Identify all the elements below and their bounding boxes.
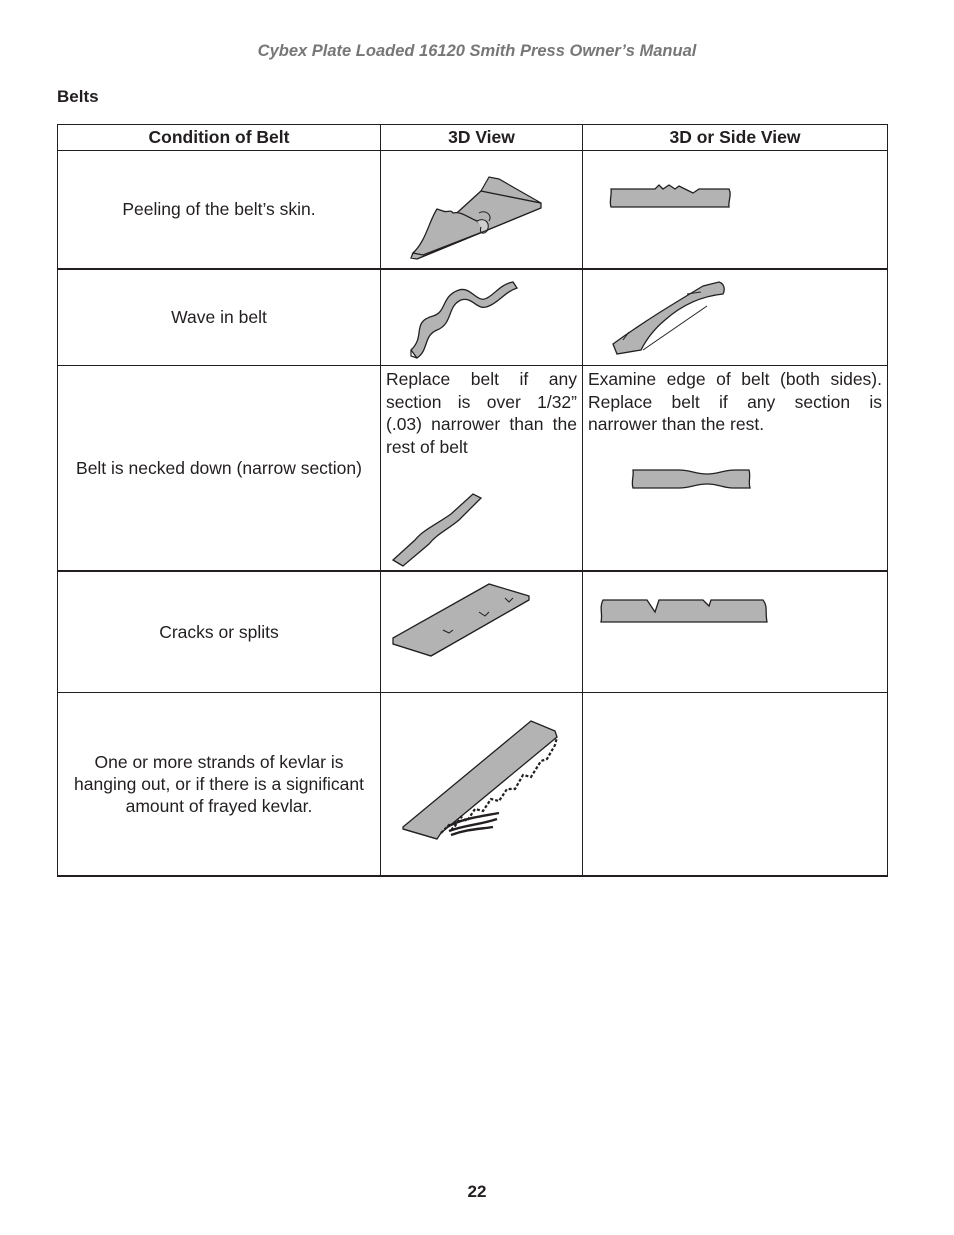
note-line: section is over 1/32”	[386, 391, 577, 412]
note-line: Examine edge of belt (both sides).	[588, 369, 882, 389]
table-row	[58, 692, 888, 876]
condition-cell: Wave in belt	[58, 269, 381, 366]
note-line: narrower than the rest.	[588, 414, 765, 434]
column-header: 3D View	[381, 125, 583, 151]
condition-cell: Belt is necked down (narrow section)	[58, 366, 381, 572]
table-header-row	[58, 125, 888, 151]
peeling-belt-3d-illustration	[381, 151, 581, 267]
column-header: 3D or Side View	[583, 125, 888, 151]
condition-cell	[58, 692, 381, 876]
belt-condition-table	[57, 124, 888, 877]
cracked-belt-3d-illustration	[381, 572, 581, 691]
necked-belt-side-illustration	[583, 450, 887, 510]
illustration-cell	[583, 151, 888, 269]
note-line: Replace belt if any section is	[588, 391, 882, 412]
illustration-cell	[583, 269, 888, 366]
illustration-cell	[381, 571, 583, 692]
page-number: 22	[467, 1182, 487, 1201]
illustration-cell	[381, 151, 583, 269]
note-line: rest of belt	[386, 436, 468, 457]
condition-cell: Peeling of the belt’s skin.	[58, 151, 381, 269]
note-cell	[583, 366, 888, 572]
condition-line: amount of frayed kevlar.	[125, 795, 313, 816]
necked-belt-3d-illustration	[381, 470, 581, 570]
column-header: Condition of Belt	[58, 125, 381, 151]
illustration-cell	[381, 269, 583, 366]
illustration-cell	[583, 571, 888, 692]
note-line: (.03) narrower than the	[386, 414, 577, 434]
wavy-belt-3d-illustration	[381, 270, 581, 365]
peeling-belt-side-illustration	[583, 151, 887, 267]
condition-cell: Cracks or splits	[58, 571, 381, 692]
frayed-kevlar-belt-3d-illustration	[381, 693, 581, 875]
cracked-belt-side-illustration	[583, 572, 887, 691]
illustration-cell	[381, 692, 583, 876]
condition-line: hanging out, or if there is a significant	[74, 773, 364, 794]
note-cell	[381, 366, 583, 572]
table-row	[58, 571, 888, 692]
twisted-belt-side-illustration	[583, 270, 887, 365]
table-row	[58, 366, 888, 572]
table-row	[58, 151, 888, 269]
empty-cell	[583, 692, 888, 876]
table-row	[58, 269, 888, 366]
running-header: Cybex Plate Loaded 16120 Smith Press Owner’s Manual	[257, 42, 697, 60]
section-title: Belts	[57, 87, 99, 106]
note-line: Replace belt if any	[386, 369, 577, 389]
condition-line: One or more strands of kevlar is	[94, 751, 344, 772]
